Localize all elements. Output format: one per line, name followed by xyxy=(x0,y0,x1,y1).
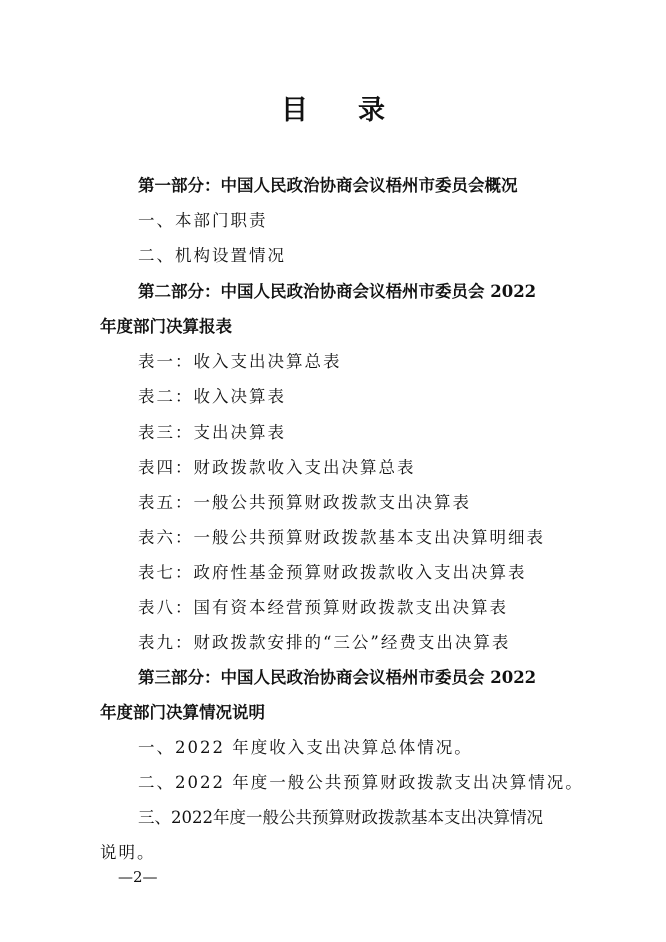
part2-item-5: 表五：一般公共预算财政拨款支出决算表 xyxy=(138,493,471,512)
page-number: —2— xyxy=(118,868,158,886)
part3-item-2: 二、2022 年度一般公共预算财政拨款支出决算情况。 xyxy=(138,773,584,792)
part2-item-4: 表四：财政拨款收入支出决算总表 xyxy=(138,458,416,477)
part2-item-3: 表三：支出决算表 xyxy=(138,423,286,442)
part3-item-3: 三、2022年度一般公共预算财政拨款基本支出决算情况 xyxy=(138,808,543,827)
part3-heading-line1: 第三部分：中国人民政治协商会议梧州市委员会 2022 xyxy=(138,668,537,687)
part2-item-7: 表七：政府性基金预算财政拨款收入支出决算表 xyxy=(138,563,527,582)
part2-item-2: 表二：收入决算表 xyxy=(138,387,286,406)
part1-heading: 第一部分：中国人民政治协商会议梧州市委员会概况 xyxy=(138,176,518,195)
part3-heading-line2: 年度部门决算情况说明 xyxy=(100,703,265,722)
part2-item-8: 表八：国有资本经营预算财政拨款支出决算表 xyxy=(138,598,508,617)
part2-item-1: 表一：收入支出决算总表 xyxy=(138,352,342,371)
part2-heading-line2: 年度部门决算报表 xyxy=(100,317,232,336)
part2-item-9: 表九：财政拨款安排的“三公”经费支出决算表 xyxy=(138,633,511,652)
part3-item-1: 一、2022 年度收入支出决算总体情况。 xyxy=(138,738,473,757)
page-title: 目录 xyxy=(281,95,435,126)
part2-heading-line1: 第二部分：中国人民政治协商会议梧州市委员会 2022 xyxy=(138,282,537,301)
part3-item-4: 说明。 xyxy=(100,843,156,862)
part1-item-1: 一、本部门职责 xyxy=(138,211,268,230)
part2-item-6: 表六：一般公共预算财政拨款基本支出决算明细表 xyxy=(138,528,545,547)
part1-item-2: 二、机构设置情况 xyxy=(138,246,286,265)
